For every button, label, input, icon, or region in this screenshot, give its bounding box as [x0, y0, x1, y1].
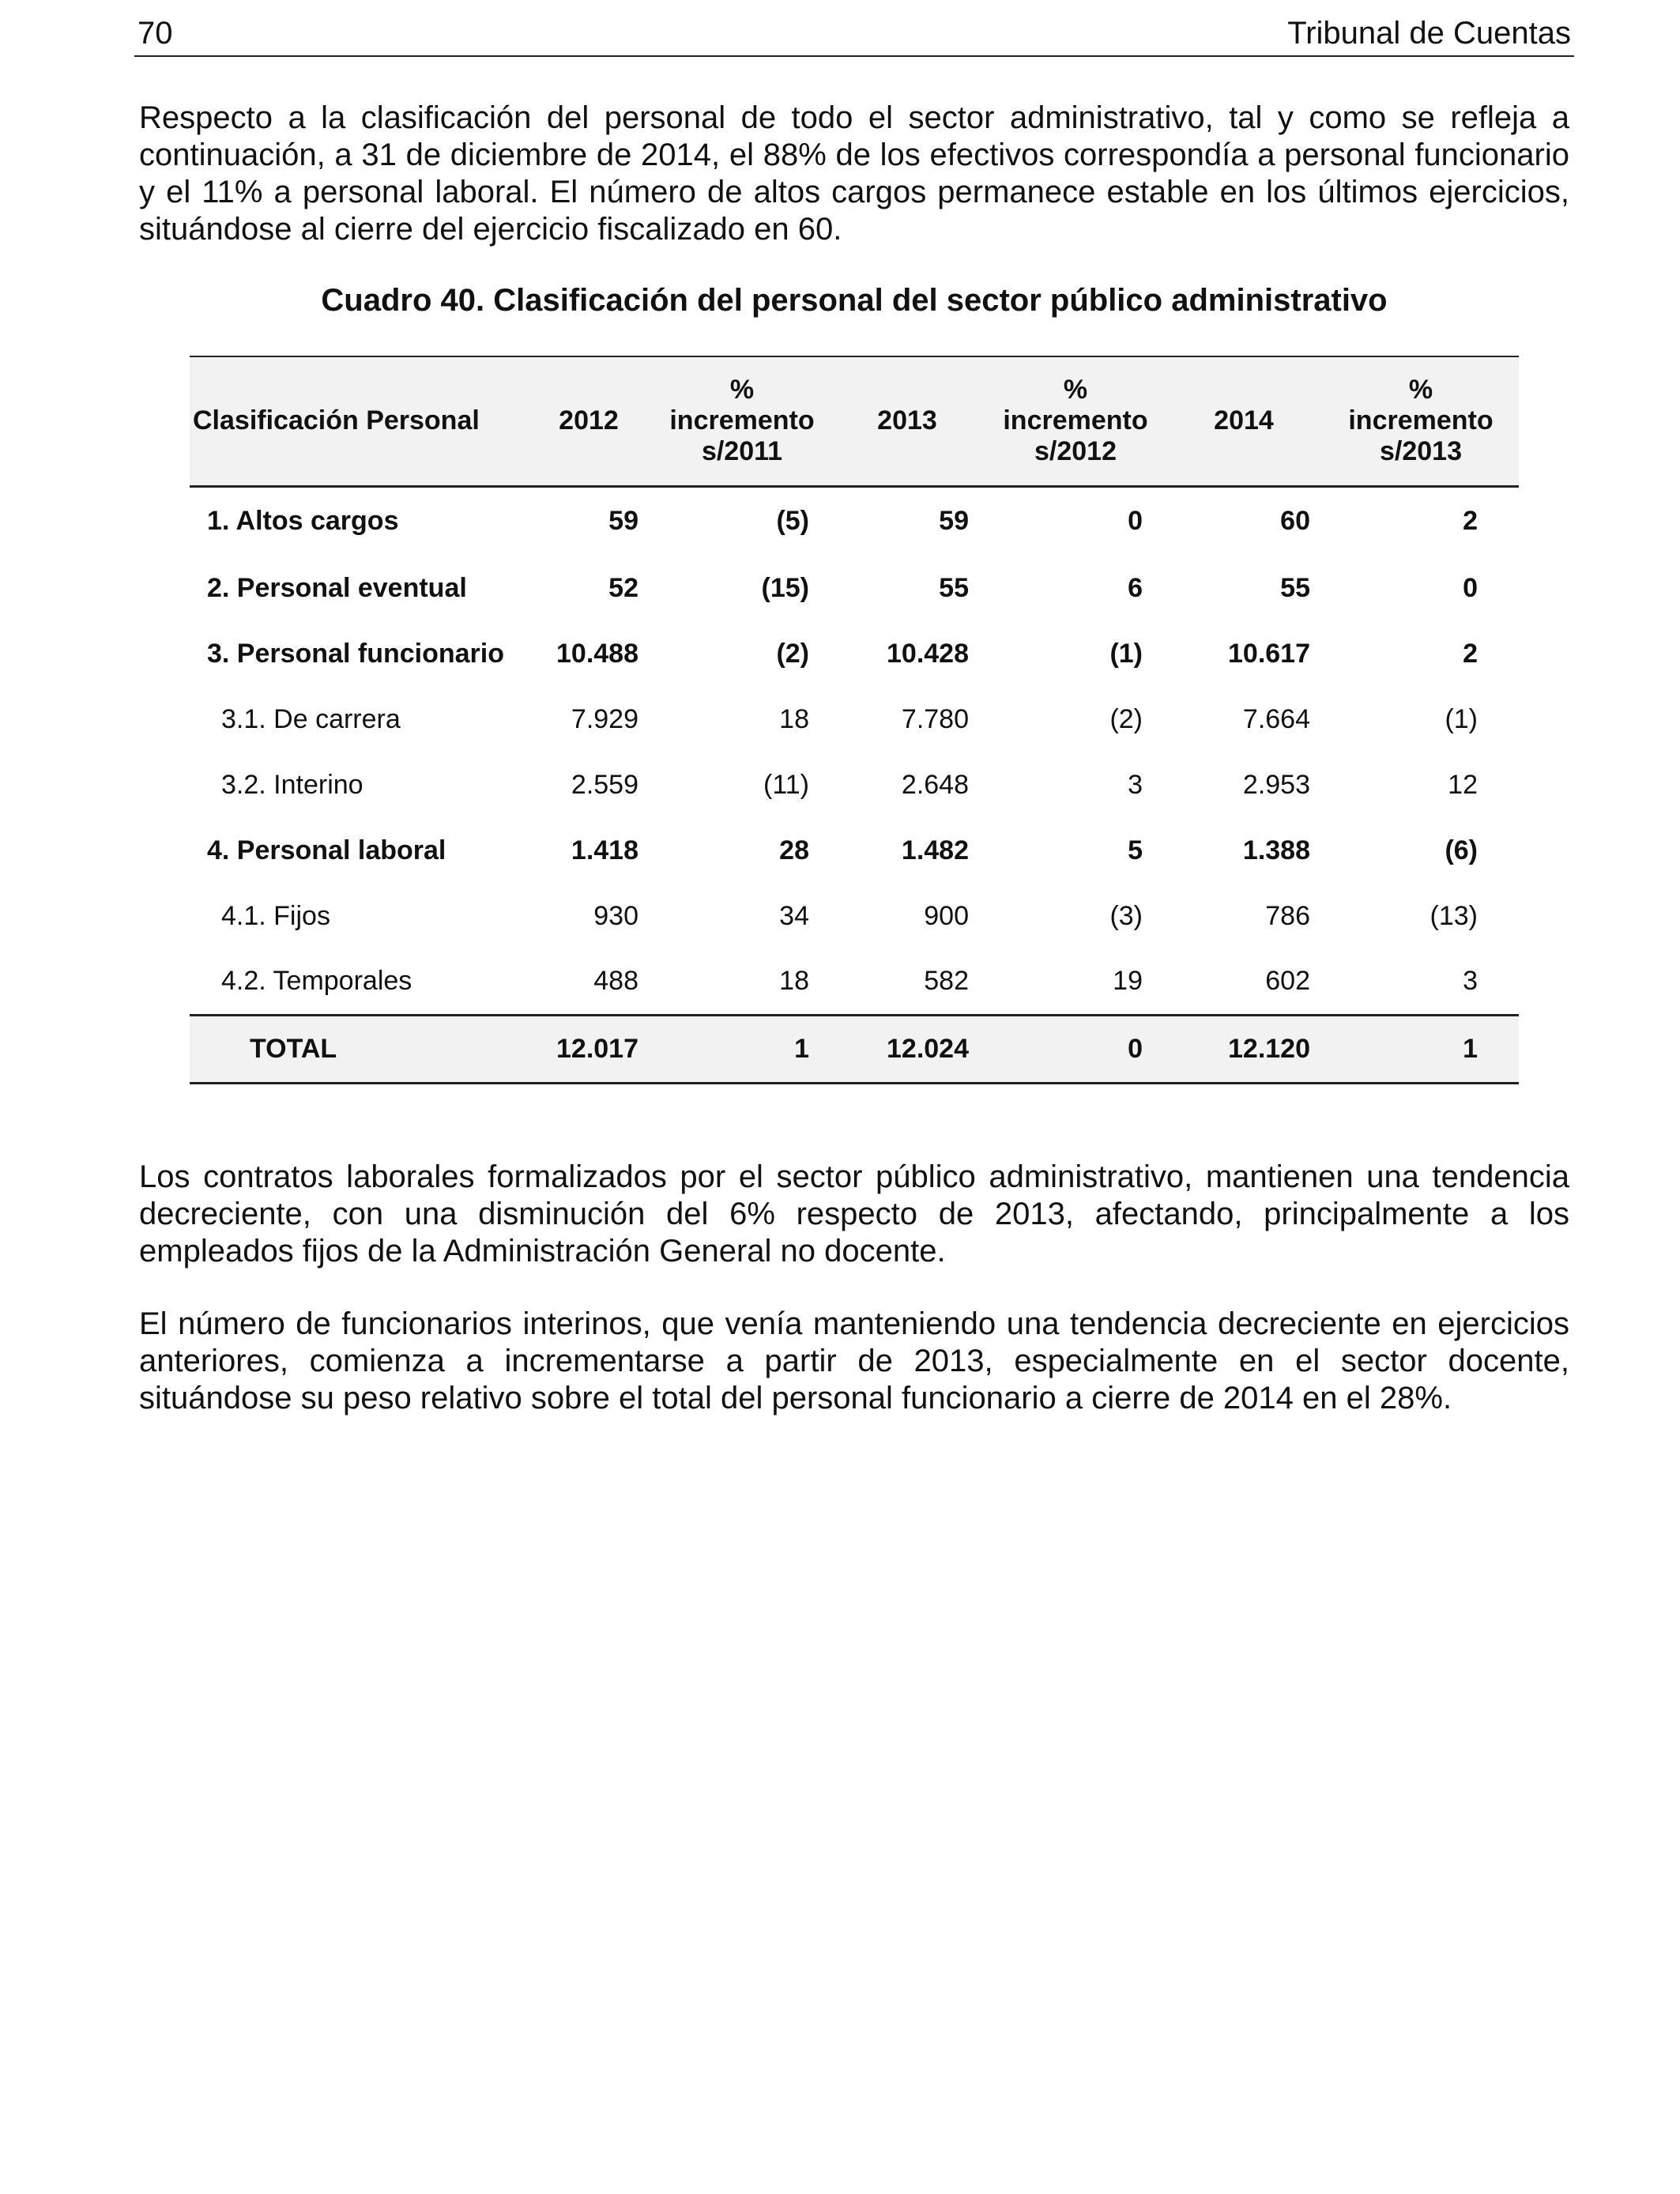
cell-increment-2012: (2): [1109, 704, 1143, 734]
cell-increment-2013: 12: [1448, 770, 1478, 800]
header-increment-2012-line1: %: [1063, 375, 1088, 405]
cell-2014: 2.953: [1242, 770, 1310, 800]
cell-2012: 1.418: [571, 835, 638, 865]
table-row: [190, 818, 1519, 884]
cell-2013: 59: [939, 506, 969, 537]
row-label: 3.2. Interino: [221, 770, 363, 800]
header-increment-2012-line3: s/2012: [1034, 436, 1117, 467]
row-label: 2. Personal eventual: [207, 573, 467, 603]
cell-2014: 60: [1280, 506, 1310, 537]
total-2013: 12.024: [887, 1033, 969, 1064]
table-body: [190, 486, 1519, 1015]
table-header: [190, 356, 1519, 486]
cell-2013: 55: [939, 573, 969, 603]
cell-2014: 602: [1265, 966, 1310, 997]
total-label: TOTAL: [250, 1033, 337, 1064]
total-2012: 12.017: [556, 1033, 638, 1064]
row-label: 3.1. De carrera: [221, 704, 401, 734]
cell-2012: 488: [593, 966, 638, 997]
table-row: [190, 949, 1519, 1015]
cell-increment-2013: 0: [1463, 573, 1478, 603]
cell-increment-2013: 2: [1463, 506, 1478, 537]
cell-increment-2013: (6): [1445, 835, 1478, 865]
cell-increment-2012: (1): [1109, 639, 1143, 669]
cell-increment-2011: (2): [776, 639, 809, 669]
table-title: Cuadro 40. Clasificación del personal del sector público administrativo: [321, 283, 1388, 318]
cell-2013: 10.428: [887, 639, 969, 669]
cell-2014: 786: [1265, 901, 1310, 931]
cell-increment-2012: 5: [1128, 835, 1143, 865]
table-row: [190, 884, 1519, 949]
row-label: 1. Altos cargos: [207, 506, 399, 537]
cell-increment-2011: 34: [779, 901, 809, 931]
header-increment-2012: [986, 356, 1165, 486]
total-row: [190, 1015, 1519, 1083]
table-row: [190, 556, 1519, 621]
header-increment-2013-line3: s/2013: [1380, 436, 1462, 467]
cell-increment-2011: 28: [779, 835, 809, 865]
table-footer: [190, 1015, 1519, 1083]
cell-2013: 2.648: [901, 770, 969, 800]
cell-increment-2011: (5): [776, 506, 809, 537]
cell-increment-2011: 18: [779, 704, 809, 734]
row-label: 4.2. Temporales: [221, 966, 412, 997]
cell-increment-2013: (1): [1445, 704, 1478, 734]
cell-2012: 930: [593, 901, 638, 931]
header-2014: 2014: [1214, 405, 1274, 436]
personnel-classification-table: [190, 356, 1519, 1084]
header-increment-2013-line1: %: [1408, 375, 1433, 405]
paragraph-labor-contracts: Los contratos laborales formalizados por el sector público administrativo, mantienen una tendencia decreciente, con una disminución del 6% respecto de 2013, afectando, principalmente a los empleados fijos de la Administración General no docente.: [139, 1159, 1569, 1269]
header-increment-2011-line2: incremento: [669, 405, 815, 436]
header-2012: 2012: [559, 405, 619, 436]
header-increment-2013-line2: incremento: [1348, 405, 1494, 436]
header-classification: Clasificación Personal: [193, 405, 480, 436]
row-label: 3. Personal funcionario: [207, 639, 504, 669]
cell-increment-2011: (15): [761, 573, 809, 603]
paragraph-intro: Respecto a la clasificación del personal de todo el sector administrativo, tal y como se refleja a continuación, a 31 de diciembre de 2014, el 88% de los efectivos correspondía a personal funcionario y el 11% a personal laboral. El número de altos cargos permanece estable en los últimos ejercicios, situándose al cierre del ejercicio fiscalizado en 60.: [139, 100, 1569, 247]
total-increment-2012: 0: [1128, 1033, 1143, 1064]
cell-increment-2011: (11): [763, 770, 809, 800]
cell-2014: 55: [1280, 573, 1310, 603]
cell-2012: 2.559: [571, 770, 638, 800]
cell-2014: 10.617: [1228, 639, 1310, 669]
cell-2012: 52: [608, 573, 638, 603]
cell-2012: 10.488: [556, 639, 638, 669]
row-label: 4.1. Fijos: [221, 901, 330, 931]
table-row: [190, 486, 1519, 556]
cell-increment-2013: (13): [1430, 901, 1478, 931]
row-label: 4. Personal laboral: [207, 835, 446, 865]
total-2014: 12.120: [1228, 1033, 1310, 1064]
header-increment-2011-line3: s/2011: [701, 436, 783, 467]
cell-increment-2012: 0: [1128, 506, 1143, 537]
cell-increment-2012: 3: [1128, 770, 1143, 800]
total-increment-2013: 1: [1463, 1033, 1478, 1064]
cell-increment-2012: 19: [1113, 966, 1143, 997]
table-row: [190, 687, 1519, 752]
table-row: [190, 752, 1519, 818]
cell-2012: 59: [608, 506, 638, 537]
cell-2013: 900: [924, 901, 969, 931]
header-increment-2012-line2: incremento: [1003, 405, 1148, 436]
cell-increment-2013: 3: [1463, 966, 1478, 997]
cell-2014: 7.664: [1242, 704, 1310, 734]
cell-2013: 7.780: [901, 704, 969, 734]
total-increment-2011: 1: [794, 1033, 809, 1064]
table-row: [190, 621, 1519, 687]
cell-2014: 1.388: [1242, 835, 1310, 865]
cell-increment-2013: 2: [1463, 639, 1478, 669]
table-header-row: [190, 356, 1519, 486]
cell-2012: 7.929: [571, 704, 638, 734]
running-title: Tribunal de Cuentas: [1287, 16, 1571, 51]
page-header: [134, 14, 1574, 57]
page-number: 70: [137, 16, 173, 51]
cell-2013: 1.482: [901, 835, 969, 865]
header-increment-2011-line1: %: [729, 375, 755, 405]
cell-2013: 582: [924, 966, 969, 997]
cell-increment-2012: (3): [1109, 901, 1143, 931]
cell-increment-2011: 18: [779, 966, 809, 997]
paragraph-interim-officials: El número de funcionarios interinos, que venía manteniendo una tendencia decreciente en ejercicios anteriores, comienza a incrementarse a partir de 2013, especialmente en el sector docente, situándose su peso relativo sobre el total del personal funcionario a cierre de 2014 en el 28%.: [139, 1306, 1569, 1416]
header-increment-2011: [656, 356, 828, 486]
header-2013: 2013: [877, 405, 937, 436]
header-increment-2013: [1323, 356, 1519, 486]
cell-increment-2012: 6: [1128, 573, 1143, 603]
